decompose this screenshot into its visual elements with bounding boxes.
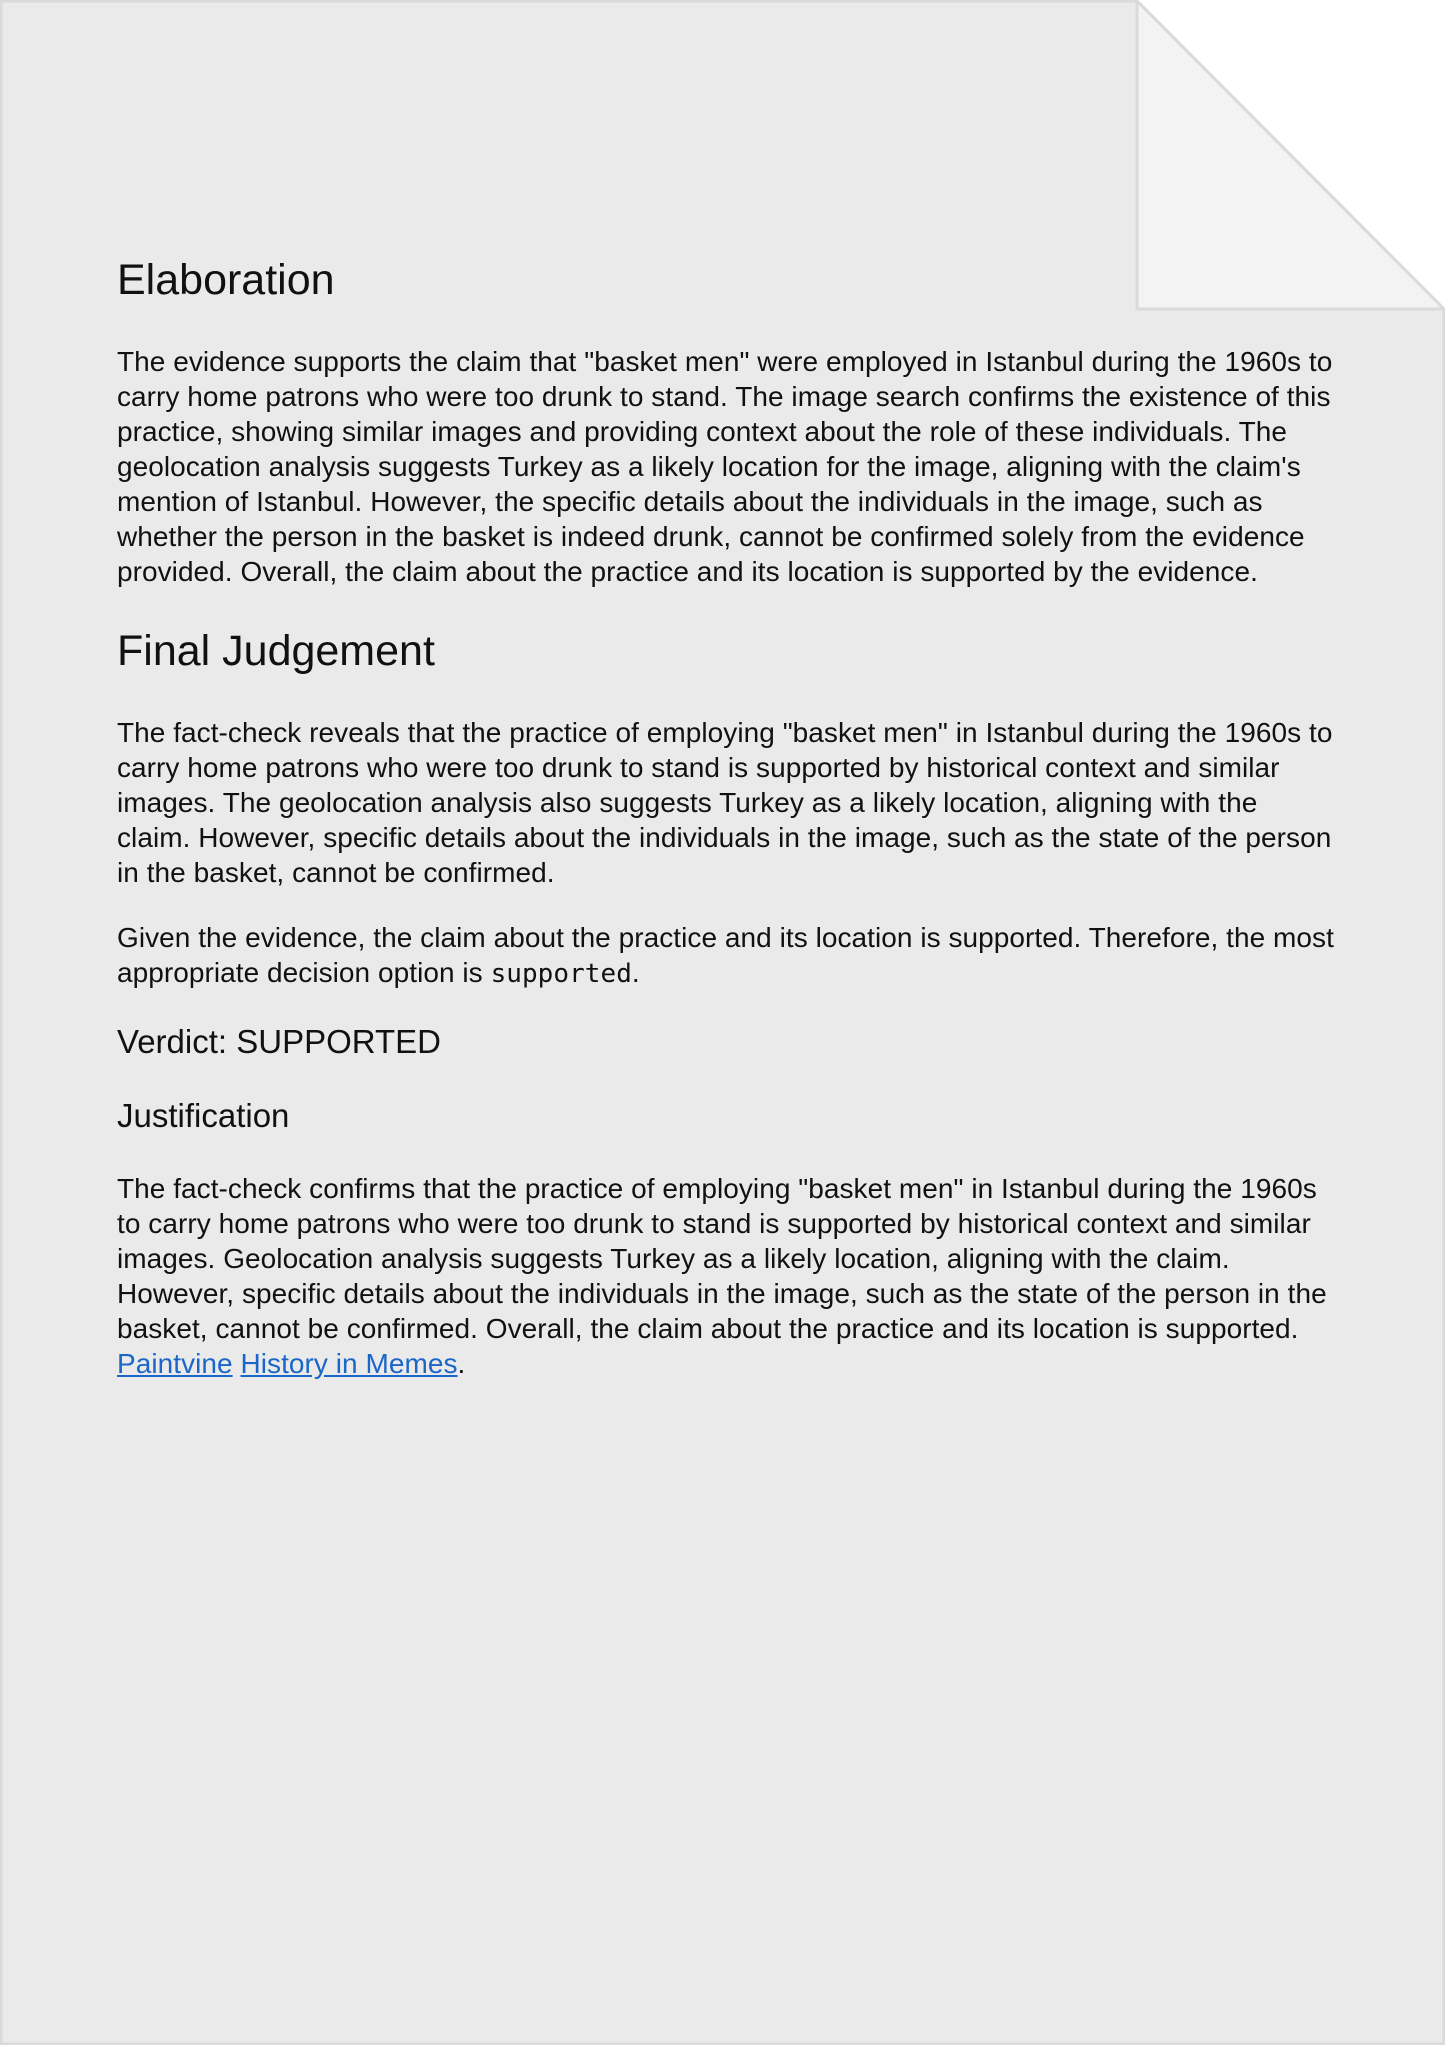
source-link-history-in-memes[interactable]: History in Memes	[240, 1348, 458, 1379]
justification-heading: Justification	[117, 1097, 290, 1134]
document-content	[117, 252, 1337, 1411]
justification-text: The fact-check confirms that the practice of employing "basket men" in Istanbul during the 1960s to carry home patrons who were too drunk to stand is supported by historical context and similar images. Geolocation analysis suggests Turkey as a likely location, aligning with the claim. However, specific details about the individuals in the image, such as the state of the person in the basket, cannot be confirmed. Overall, the claim about the practice and its location is supported.	[117, 1173, 1327, 1344]
decision-paragraph-text: Given the evidence, the claim about the practice and its location is supported. Therefore, the most appropriate decision option is	[117, 922, 1334, 988]
elaboration-paragraph: The evidence supports the claim that "basket men" were employed in Istanbul during the 1960s to carry home patrons who were too drunk to stand. The image search confirms the existence of this practice, showing similar images and providing context about the role of these individuals. The geolocation analysis suggests Turkey as a likely location for the image, aligning with the claim's mention of Istanbul. However, the specific details about the individuals in the image, such as whether the person in the basket is indeed drunk, cannot be confirmed solely from the evidence provided. Overall, the claim about the practice and its location is supported by the evidence.	[117, 346, 1333, 587]
elaboration-heading: Elaboration	[117, 256, 335, 304]
final-judgement-heading: Final Judgement	[117, 627, 435, 675]
justification-paragraph	[117, 1171, 1337, 1381]
source-link-paintvine[interactable]: Paintvine	[117, 1348, 233, 1379]
decision-paragraph-end: .	[631, 957, 640, 988]
final-judgement-paragraph: The fact-check reveals that the practice of employing "basket men" in Istanbul during the 1960s to carry home patrons who were too drunk to stand is supported by historical context and similar images. The geolocation analysis also suggests Turkey as a likely location, aligning with the claim. However, specific details about the individuals in the image, such as the state of the person in the basket, cannot be confirmed.	[117, 717, 1333, 888]
decision-code: supported	[490, 959, 632, 989]
justification-end: .	[457, 1348, 466, 1379]
decision-paragraph	[117, 920, 1337, 992]
verdict-label: Verdict: SUPPORTED	[117, 1023, 441, 1060]
